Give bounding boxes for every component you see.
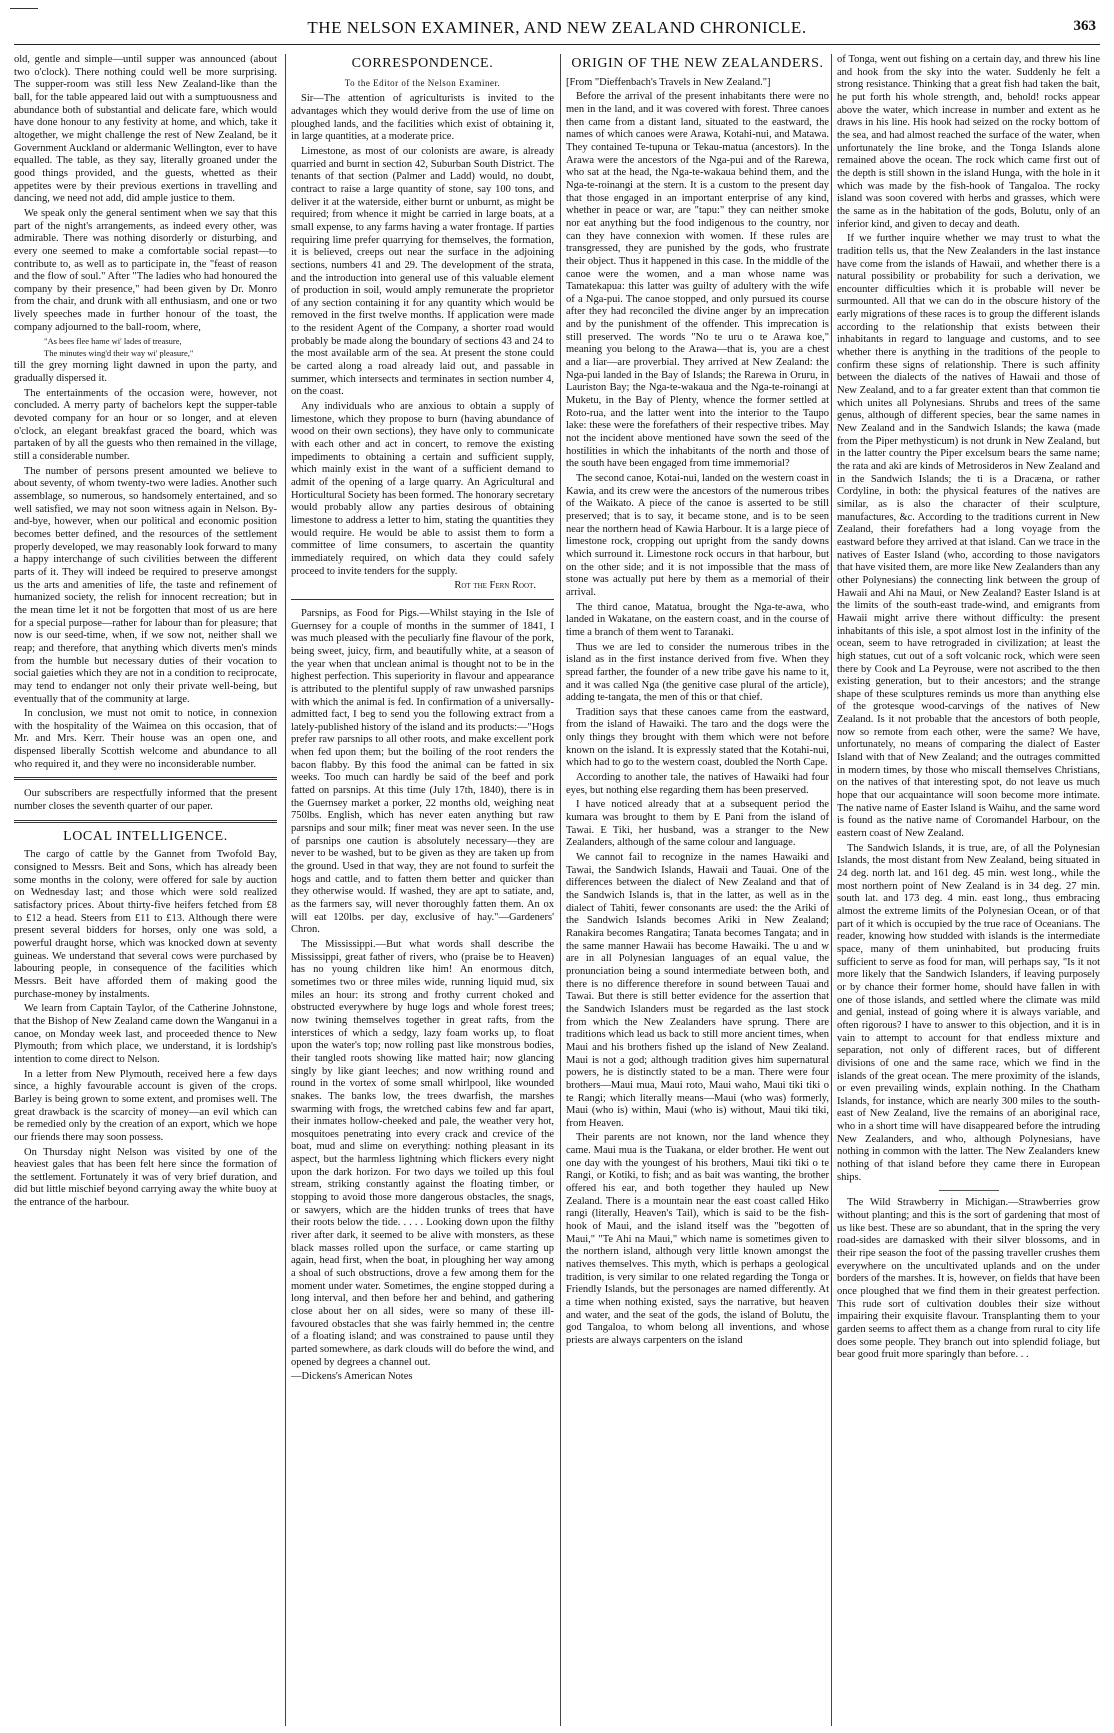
paragraph: Thus we are led to consider the numerous tribes in the island as in the first instance derived from five. When they spread farther, the founder of a new tribe gave his name to it, and it was called Nga (the genitive case plural of the article), adding te-tangata, the men of this or that chief. [566, 641, 829, 704]
column-4 [837, 54, 1100, 1726]
section-heading-local-intelligence: LOCAL INTELLIGENCE. [63, 828, 228, 844]
column-2 [291, 54, 554, 1726]
paragraph: The second canoe, Kotai-nui, landed on the western coast in Kawia, and its crew were the ancestors of the numerous tribes of the Waikato. A piece of the canoe is asserted to be still preserved; that is to say, it became stone, and is to be seen near the northern head of Kawia Harbour. It is a large piece of limestone rock, cropping out upright from the sandy downs which surround it. Limestone rock occurs in that harbour, but on the other side; and it is not impossible that the mass of stone was actually put here by them as a memorial of their arrival. [566, 473, 829, 598]
paragraph: The Sandwich Islands, it is true, are, of all the Polynesian Islands, the most distant from New Zealand, being situated in 24 deg. north lat. and 161 deg. 45 min. west long., while the most northern point of New Zealand is in 34 deg. 27 min. south lat. and 173 deg. 4 min. east long., thus embracing almost the extreme limits of the Polynesian Ocean, or of that part of it which is occupied by the true race of Oceanians. The reader, knowing how studded with islands is the intermediate space, many of them uninhabited, but producing fruits sufficient to serve as food for man, will perhaps say, "Is it not more likely that the Sandwich Islanders, if leaving purposely or by chance their former home, should have fallen in with one of those islands, and settled where the climate was mild and genial, instead of going where it is always variable, and often rigorous? I have to answer to this objection, and it is in vain to attempt to account for that endless mixture and separation, not only of different races, but of different divisions of one and the same race, which we find in the islands of the great ocean. The mere proximity of the islands, or even prevailing winds, explain nothing. In the Chatham Islands, for instance, which are nearly 300 miles to the south-east of New Zealand, live the remains of an aboriginal race, who in a short time will have disappeared before the intruding New Zealanders, and who, although Polynesians, have nothing in common with the latter. The New Zealanders knew nothing of that island before they came there in European ships. [837, 842, 1100, 1183]
column-rule [285, 54, 286, 1726]
paragraph: Any individuals who are anxious to obtain a supply of limestone, which they propose to burn (having abundance of wood on their own sections), they have only to communicate with each other and act in concert, to remove the existing impediments to obtaining a certain and sufficient supply, which mainly exist in the want of a sufficient demand to admit of the opening of a large quarry. An Agricultural and Horticultural Society has been formed. The honorary secretary would probably allow any parties desirous of obtaining limestone to address a letter to him, stating the quantities they would require. He would be able to assist them to form a committee of lime consumers, to ascertain the quantity immediately required, on which data they could safely proceed to invite tenders for the supply. [291, 401, 554, 577]
news-item: We learn from Captain Taylor, of the Catherine Johnstone, that the Bishop of New Zealand came down the Wanganui in a canoe, on Monday week last, and proceeded thence to New Plymouth; from which place, we understand, it is lordship's intention to come direct to Nelson. [14, 1003, 277, 1065]
letter-signature: Rot the Fern Root. [454, 580, 536, 592]
verse-line: The minutes wing'd their way wi' pleasure," [44, 348, 194, 359]
paragraph: of Tonga, went out fishing on a certain day, and threw his line and hook from the sky into the water. Suddenly he felt a strong resistance. Thinking that a great fish had taken the bait, he put forth his whole strength, and, behold! rocks appear above the water, which increase in number and extent as he draws in his line. His hook had seized on the rocky bottom of the sea, and had almost reached the surface of the water, when unfortunately the line broke, and the Tonga Islands alone remained above the ocean. The rock which came first out of the depth is still shown in the island Hunga, with the hole in it which was made by the fish-hook of Tangaloa. The rocky island was soon covered with herbs and grasses, which were the same as in the habitation of the gods, Bolutu, only of an inferior kind, and given to decay and death. [837, 54, 1100, 230]
column-1 [14, 54, 277, 1726]
section-divider [939, 1190, 999, 1191]
section-divider [291, 599, 554, 600]
column-3 [566, 54, 829, 1726]
paragraph: Limestone, as most of our colonists are aware, is already quarried and burnt in section 42, Suburban South District. The tenants of that section (Palmer and Ladd) would, no doubt, contract to raise a large quantity of stone, say 100 tons, and deliver it at the waterside, either burnt or unburnt, as might be required; from whence it might be carried in large boats, at a small expense, to any farms having a water frontage. If parties requiring lime prefer quarrying for themselves, the formation, it is believed, creeps out near the surface in the adjoining sections, numbers 41 and 29. The development of the strata, and the introduction into general use of this valuable element of production in soil, would amply remunerate the proprietor of any section containing it for any quantity which would be removed in the first twelve months. If application were made to the resident Agent of the Company, a shorter road would probably be made along the boundary of sections 43 and 24 to the most available arm of the sea. At present the stone could be carted along a road already laid out, and passable in summer, which intersects and terminates in section number 4, on the coast. [291, 145, 554, 398]
paragraph: I have noticed already that at a subsequent period the kumara was brought to them by E Pani from the island of Tawai. E Tiki, her husband, was a stranger to the New Zealanders, although of the same colour and language. [566, 799, 829, 849]
article-mississippi: The Mississippi.—But what words shall describe the Mississippi, great father of rivers, who (praise be to Heaven) has no young children like him! An enormous ditch, sometimes two or three miles wide, running liquid mud, six miles an hour: its strong and frothy current choked and obstructed everywhere by huge logs and whole forest trees; now twining themselves together in great rafts, from the interstices of which a sedgy, lazy foam works up, to float upon the water's top; now rolling past like monstrous bodies, their tangled roots showing like matted hair; now glancing singly by like giant leeches; and now writhing round and round in the vortex of some small whirlpool, like wounded snakes. The banks low, the trees dwarfish, the marshes swarming with frogs, the wretched cabins few and far apart, their inmates hollow-cheeked and pale, the weather very hot, mosquitoes penetrating into every crack and crevice of the boat, mud and slime on everything: nothing pleasant in its aspect, but the harmless lightning which flickers every night upon the dark horizon. For two days we toiled up this foul stream, striking constantly against the floating timber, or stopping to avoid those more dangerous obstacles, the snags, or sawyers, which are the hidden trunks of trees that have their roots below the tide. . . . . Looking down upon the filthy river after dark, it seemed to be alive with monsters, as these black masses rolled upon the surface, or came starting up again, head first, when the boat, in ploughing her way among a shoal of such obstructions, drove a few among them for the moment under water. Sometimes, the engine stopped during a long interval, and then before her and behind, and gathering close about her on all sides, were so many of these ill-favoured obstacles that she was fairly hemmed in; the centre of a floating island; and was constrained to pause until they parted somewhere, as dark clouds will do before the wind, and opened by degrees a channel out. [291, 938, 554, 1368]
subscriber-notice: Our subscribers are respectfully informed that the present number closes the seventh quarter of our paper. [14, 788, 277, 813]
paragraph: We cannot fail to recognize in the names Hawaiki and Tawai, the Sandwich Islands, Hawaii and Tauai. One of the differences between the dialect of New Zealand and that of the Sandwich Islands is, that in the latter, as well as in the dialect of Tahiti, fewer consonants are used: the the Ariki of the Sandwich Islands becomes Ariki in New Zealand; Ranakira becomes Rangatira; Tanata becomes Tangata; and in the same manner Hawaii has become Hawaiki. The u and w are in all Polynesian languages of an equal value, the pronunciation being a sound intermediate between both, and there is no difference therefore in sound between Tauai and Tawai. But there is still better evidence for the assertion that the Sandwich Islanders must be regarded as the last stock from which the New Zealanders have sprung. There are traditions which lead us back to still more ancient times, when Maui and his brothers fished up the island of New Zealand. Maui is not a god; although tradition gives him supernatural powers, he is distinctly stated to be a man. There were four brothers—Maui mua, Maui roto, Maui waho, Maui tiki tiki o te Rangi; which literally means—Maui (who was) formerly, Maui (who is) within, Maui (who is) without, Maui tiki tiki, from Heaven. [566, 852, 829, 1129]
paragraph: We speak only the general sentiment when we say that this part of the night's arrangements, as indeed every other, was admirable. There was nothing disorderly or disturbing, and every one seemed to make a comfortable social repast—to contribute to, as well as to participate in, the "feast of reason and the flow of soul." After "The ladies who had honoured the company by their presence," had been given by Dr. Monro from the chair, and drunk with all enthusiasm, and one or two lively speeches made in further honour of the toast, the company adjourned to the ball-room, where, [14, 207, 277, 333]
masthead-title: THE NELSON EXAMINER, AND NEW ZEALAND CHRONICLE. [307, 18, 807, 37]
verse-line: "As bees flee hame wi' lades of treasure, [44, 336, 182, 347]
paragraph: Before the arrival of the present inhabitants there were no men in the land, and it was covered with forest. Three canoes then came from a distant land, situated to the eastward, the names of which canoes were Arawa, Kotahi-nui, and Matawa. They contained Te-tupuna or Tekau-matua (ancestors). In the Arawa were the ancestors of the Nga-pui and of the Rarewa, who sat at the head, the Nga-te-wakaua behind them, and the Nga-te-roinangi at the stern. It is a custom to the present day that those engaged in an important enterprise of any kind, whether in peace or war, are "tapu:" they can neither smoke nor eat anything but the food indigenous to the country, nor can they have connexion with women. If these rules are transgressed, they are punished by the gods, who frustrate their object. Thus it happened in this case. In the middle of the canoe were the women, and a man whose name was Tamatekapua: this latter was guilty of adultery with the wife of a Nga-pui. The canoe stopped, and only pursued its course after they had reconciled the divine anger by an imprecation and by the punishment of the offender. This imprecation is still preserved. The words "No te uru o te Arawa koe," meaning you belong to the Arawa—that is, you are a chest and a liar—are proverbial. They arrived at New Zealand: the Nga-pui landed in the Bay of Islands; the Rarewa in Oruru, in Lauriston Bay; the Nga-te-wakaua and the Nga-te-roinangi at Muketu, in the Bay of Plenty, whence the former settled at Roto-rua, and the latter went into the interior to the Taupo lake: these were the forefathers of their respective tribes. May not the incident above mentioned have sown the seed of the hostilities in which the inhabitants of the north and those of the south have been engaged from time immemorial? [566, 91, 829, 470]
article-source-note: [From "Dieffenbach's Travels in New Zealand."] [566, 76, 771, 88]
news-item: In a letter from New Plymouth, received here a few days since, a highly favourable account is given of the crops. Barley is being grown to some extent, and promises well. The great drawback is the scarcity of money—an evil which can be remedied only by the creation of an export, which we hope our friends there may soon possess. [14, 1068, 277, 1143]
paragraph: According to another tale, the natives of Hawaiki had four eyes, but nothing else regarding them has been preserved. [566, 772, 829, 796]
columns [14, 54, 1100, 1726]
letter-salutation: To the Editor of the Nelson Examiner. [344, 77, 501, 88]
paragraph: till the grey morning light dawned in upon the party, and gradually dispersed it. [14, 360, 277, 385]
page-number: 363 [1073, 18, 1096, 34]
article-source: —Dickens's American Notes [291, 1371, 413, 1383]
paragraph: In conclusion, we must not omit to notice, in connexion with the hospitality of the Waimea on this occasion, that of Mr. and Mrs. Kerr. Their house was an open one, and dispensed liberally Scottish welcome and abundance to all who required it, and they were no inconsiderable number. [14, 708, 277, 770]
paragraph: Their parents are not known, nor the land whence they came. Maui mua is the Tuakana, or elder brother. He went out one day with the youngest of his brothers, Maui tiki tiki o te Rangi, or Kotiki, to fish; and as bait was wanting, the brother offered his ear, and both together they hauled up New Zealand. There is a mountain near the east coast called Hiko rangi (literally, Heaven's Tail), which is said to be the fish-hook of Maui, and the island itself was the "begotten of Maui," "Te Ahi na Maui," which name is sometimes given to the northern island, although very little known amongst the natives themselves. This myth, which is perhaps a geological tradition, is very similar to one related regarding the Tonga or Friendly Islands, but the personages are named differently. At a time when nothing existed, says the narrative, but heaven and water, and the seat of the gods, the island of Bolutu, the god Tangaloa, to whom belong all inventions, and whose priests are always carpenters on the island [566, 1132, 829, 1346]
paragraph: The entertainments of the occasion were, however, not concluded. A merry party of bachelors kept the supper-table devoted company for an hour or so longer, and at eleven o'clock, an elegant breakfast graced the board, which was partaken of by all the guests who then remained in the village, still a considerable number. [14, 387, 277, 463]
section-heading-correspondence: CORRESPONDENCE. [351, 56, 494, 71]
paragraph: Sir—The attention of agriculturists is invited to the advantages which they would derive from the use of lime on ploughed lands, and the facilities which exist of obtaining it, in large quantities, at a moderate price. [291, 93, 554, 143]
news-item: The cargo of cattle by the Gannet from Twofold Bay, consigned to Messrs. Beit and Sons, which has already been some months in the colony, were offered for sale by auction on Wednesday last; and those which were sold realized satisfactory prices. About thirty-five heifers fetched from £8 to £12 a head. Steers from £11 to £13. Although there were present several bidders for horses, only one was sold, a powerful draught horse, which was knocked down at seventy guineas. We understand that several cows were purchased by labouring people, in consequence of the facilities which Messrs. Beit have afforded them of making good the purchase-money by instalments. [14, 849, 277, 1000]
article-wild-strawberry: The Wild Strawberry in Michigan.—Strawberries grow without planting; and this is the sort of gardening that most of us like best. These are so abundant, that in the spring the very road-sides are damasked with their silver blossoms, and in their ripe season the foot of the passing traveller crushes them everywhere on the uncultivated uplands and on the under borders of the marshes. It is, however, on fields that have been once ploughed that we find them in their greatest perfection. This rude sort of cultivation doubles their size without impairing their exquisite flavour. Transplanting them to your garden seems to affect them as a change from rural to city life does some people. They branch out into splendid foliage, but bear good fruit more sparingly than before. . . [837, 1197, 1100, 1361]
top-corner-rule [10, 8, 38, 9]
section-divider [14, 777, 277, 780]
column-rule [560, 54, 561, 1726]
paragraph: old, gentle and simple—until supper was announced (about two o'clock). There nothing could well be more surprising. The supper-room was still less New Zealand-like than the ball, for the table appeared laid out with a sumptuousness and abundance both of substantial and delicate fare, which would have done honour to any festivity at home, and which, take it altogether, we might challenge the rest of New Zealand, be it Government Auckland or aldermanic Wellington, ever to have equalled. The table, as they say, literally groaned under the good things provided, and the guests, whetted as their appetites were by their previous exertions in travelling and dancing, we need not add, did ample justice to them. [14, 54, 277, 205]
section-heading-origin: ORIGIN OF THE NEW ZEALANDERS. [571, 56, 824, 71]
news-item: On Thursday night Nelson was visited by one of the heaviest gales that has been felt here since the formation of the settlement. Fortunately it was of very brief duration, and did but little mischief beyond carrying away the white buoy at the entrance of the harbour. [14, 1146, 277, 1209]
column-rule [831, 54, 832, 1726]
paragraph: The number of persons present amounted we believe to about seventy, of whom twenty-two were ladies. Another such assemblage, so numerous, so handsomely entertained, and so well satisfied, we may not soon witness again in Nelson. By-and-bye, however, when our political and economic position becomes better defined, and the resources of the settlement properly developed, we may reasonably look forward to many a happy interchange of such civilities between the different parts of it. They will indeed be required to preserve amongst us the arts and amenities of life, the taste and refinement of humanized society, the relish for innocent recreation; but in the mean time let it not be forgotten that most of us are here for a special purpose—rather for labour than for pleasure; that now is our seed-time, when, if we sow not, neither shall we reap; and therefore, that anything which diverts men's minds from the humble but necessary duties of their vocation to social gaieties which they are not in a condition to reciprocate, may tend to endanger not only their private well-being, but eventually that of the community at large. [14, 465, 277, 705]
paragraph: Tradition says that these canoes came from the eastward, from the island of Hawaiki. The taro and the dogs were the only things they brought with them which were not before known on the island. It is expressly stated that the Kotahi-nui, which had to go to the western coast, doubled the North Cape. [566, 706, 829, 769]
paragraph: If we further inquire whether we may trust to what the tradition tells us, that the New Zealanders in the last instance have come from the islands of Hawaii, and whether there is a natural possibility or probability for such a derivation, we encounter difficulties which it is probable will never be surmounted. All that we can do in the obscure history of the early migrations of these races is to group the different islands according to the relationship that exists between their inhabitants in regard to language and customs, and to see whether there is anything in the traditions of the people to confirm these signs of relationship. There is such affinity between the dialects of the natives of Hawaii and those of New Zealand, and to a far greater extent than that common tie which unites all Polynesians. Shrubs and trees of the same genus, although of different species, bear the same names in New Zealand and in the Sandwich Islands; the kawa (made from the Piper methysticum) is not drunk in New Zealand, but in the latter country the Piper excelsum bears the same name; the rata and aki are kinds of Metrosideros in New Zealand and in the Sandwich Islands; the ti is a Dracæna, or rather Cordyline, in both: the physical features of the natives are similar, as is also the character of their sculpture, manufactures, &c. According to the traditions current in New Zealand, their forefathers had a long voyage from the eastward before they arrived at that island. Can we trace in the natives of Easter Island (who, according to those navigators that have visited them, are more like New Zealanders than any other Polynesians) the connecting link between the group of Hawaii and Ahi na Maui, or New Zealand? Easter Island is at the limits of the south-east trade-wind, and emigrants from Hawaii might arrive there without difficulty: the present inhabitants of this isle, a spot almost lost in the infinity of the ocean, seem to have retrograded in civilization; at least the high statues, cut out of a soft volcanic rock, which were seen there by Cook and La Peyrouse, were not ascribed to the then existing generation, but to their ancestors; and the strange shape of these sculptures reminds us more than anything else of the grotesque wood-carvings of the natives of New Zealand. Is it not probable that the ancestors of both people, now so remote from each other, were the same? We have, unfortunately, no means of comparing the dialect of Easter Island with that of New Zealand; and the outrages committed in modern times, by those who miscall themselves Christians, on the natives of that interesting spot, do not leave us much hope that our acquaintance will soon become more intimate. The native name of Easter Island is Waihu, and the same word is found as the native name of Coromandel Harbour, on the eastern coast of New Zealand. [837, 233, 1100, 840]
paragraph: The third canoe, Matatua, brought the Nga-te-awa, who landed in Wakatane, on the eastern coast, and in the course of time a branch of them went to Taranaki. [566, 601, 829, 638]
article-parsnips: Parsnips, as Food for Pigs.—Whilst staying in the Isle of Guernsey for a couple of months in the summer of 1841, I was much pleased with the peculiarly fine flavour of the pork, being sweet, juicy, firm, and beautifully white, at a season of the year when that unclean animal is thought not to be in the highest perfection. This superiority in flavour and appearance is attributed to the plentiful supply of raw unwashed parsnips with which the animal is fed. In confirmation of a universally-admitted fact, I beg to send you the following extract from a lately-published history of the island and its products:—"Hogs prefer raw parsnips to all other roots, and make excellent pork when fed upon them; but the boiling of the root renders the bacon flabby. By this food the animal can be fatted in six weeks. Too much can hardly be said of the beef and pork fatted on parsnips. At this time (July 17th, 1840), there is in the Guernsey market a porker, 22 months old, weighing neat 750lbs. English, which has never eaten anything but raw parsnips and sour milk; finer meat was never seen. In the use of parsnips one caution is absolutely necessary—they are never to be washed, but to be given as they are taken up from the ground. Used in that way, they are not found to surfeit the hogs and cattle, and to fatten them better and quicker than they otherwise would. If washed, they are apt to satiate, and, as the farmers say, will never thoroughly fatten them. An ox will eat 120lbs. per day, exclusive of hay."—Gardeners' Chron. [291, 607, 554, 936]
masthead [14, 10, 1100, 45]
section-divider [14, 820, 277, 823]
